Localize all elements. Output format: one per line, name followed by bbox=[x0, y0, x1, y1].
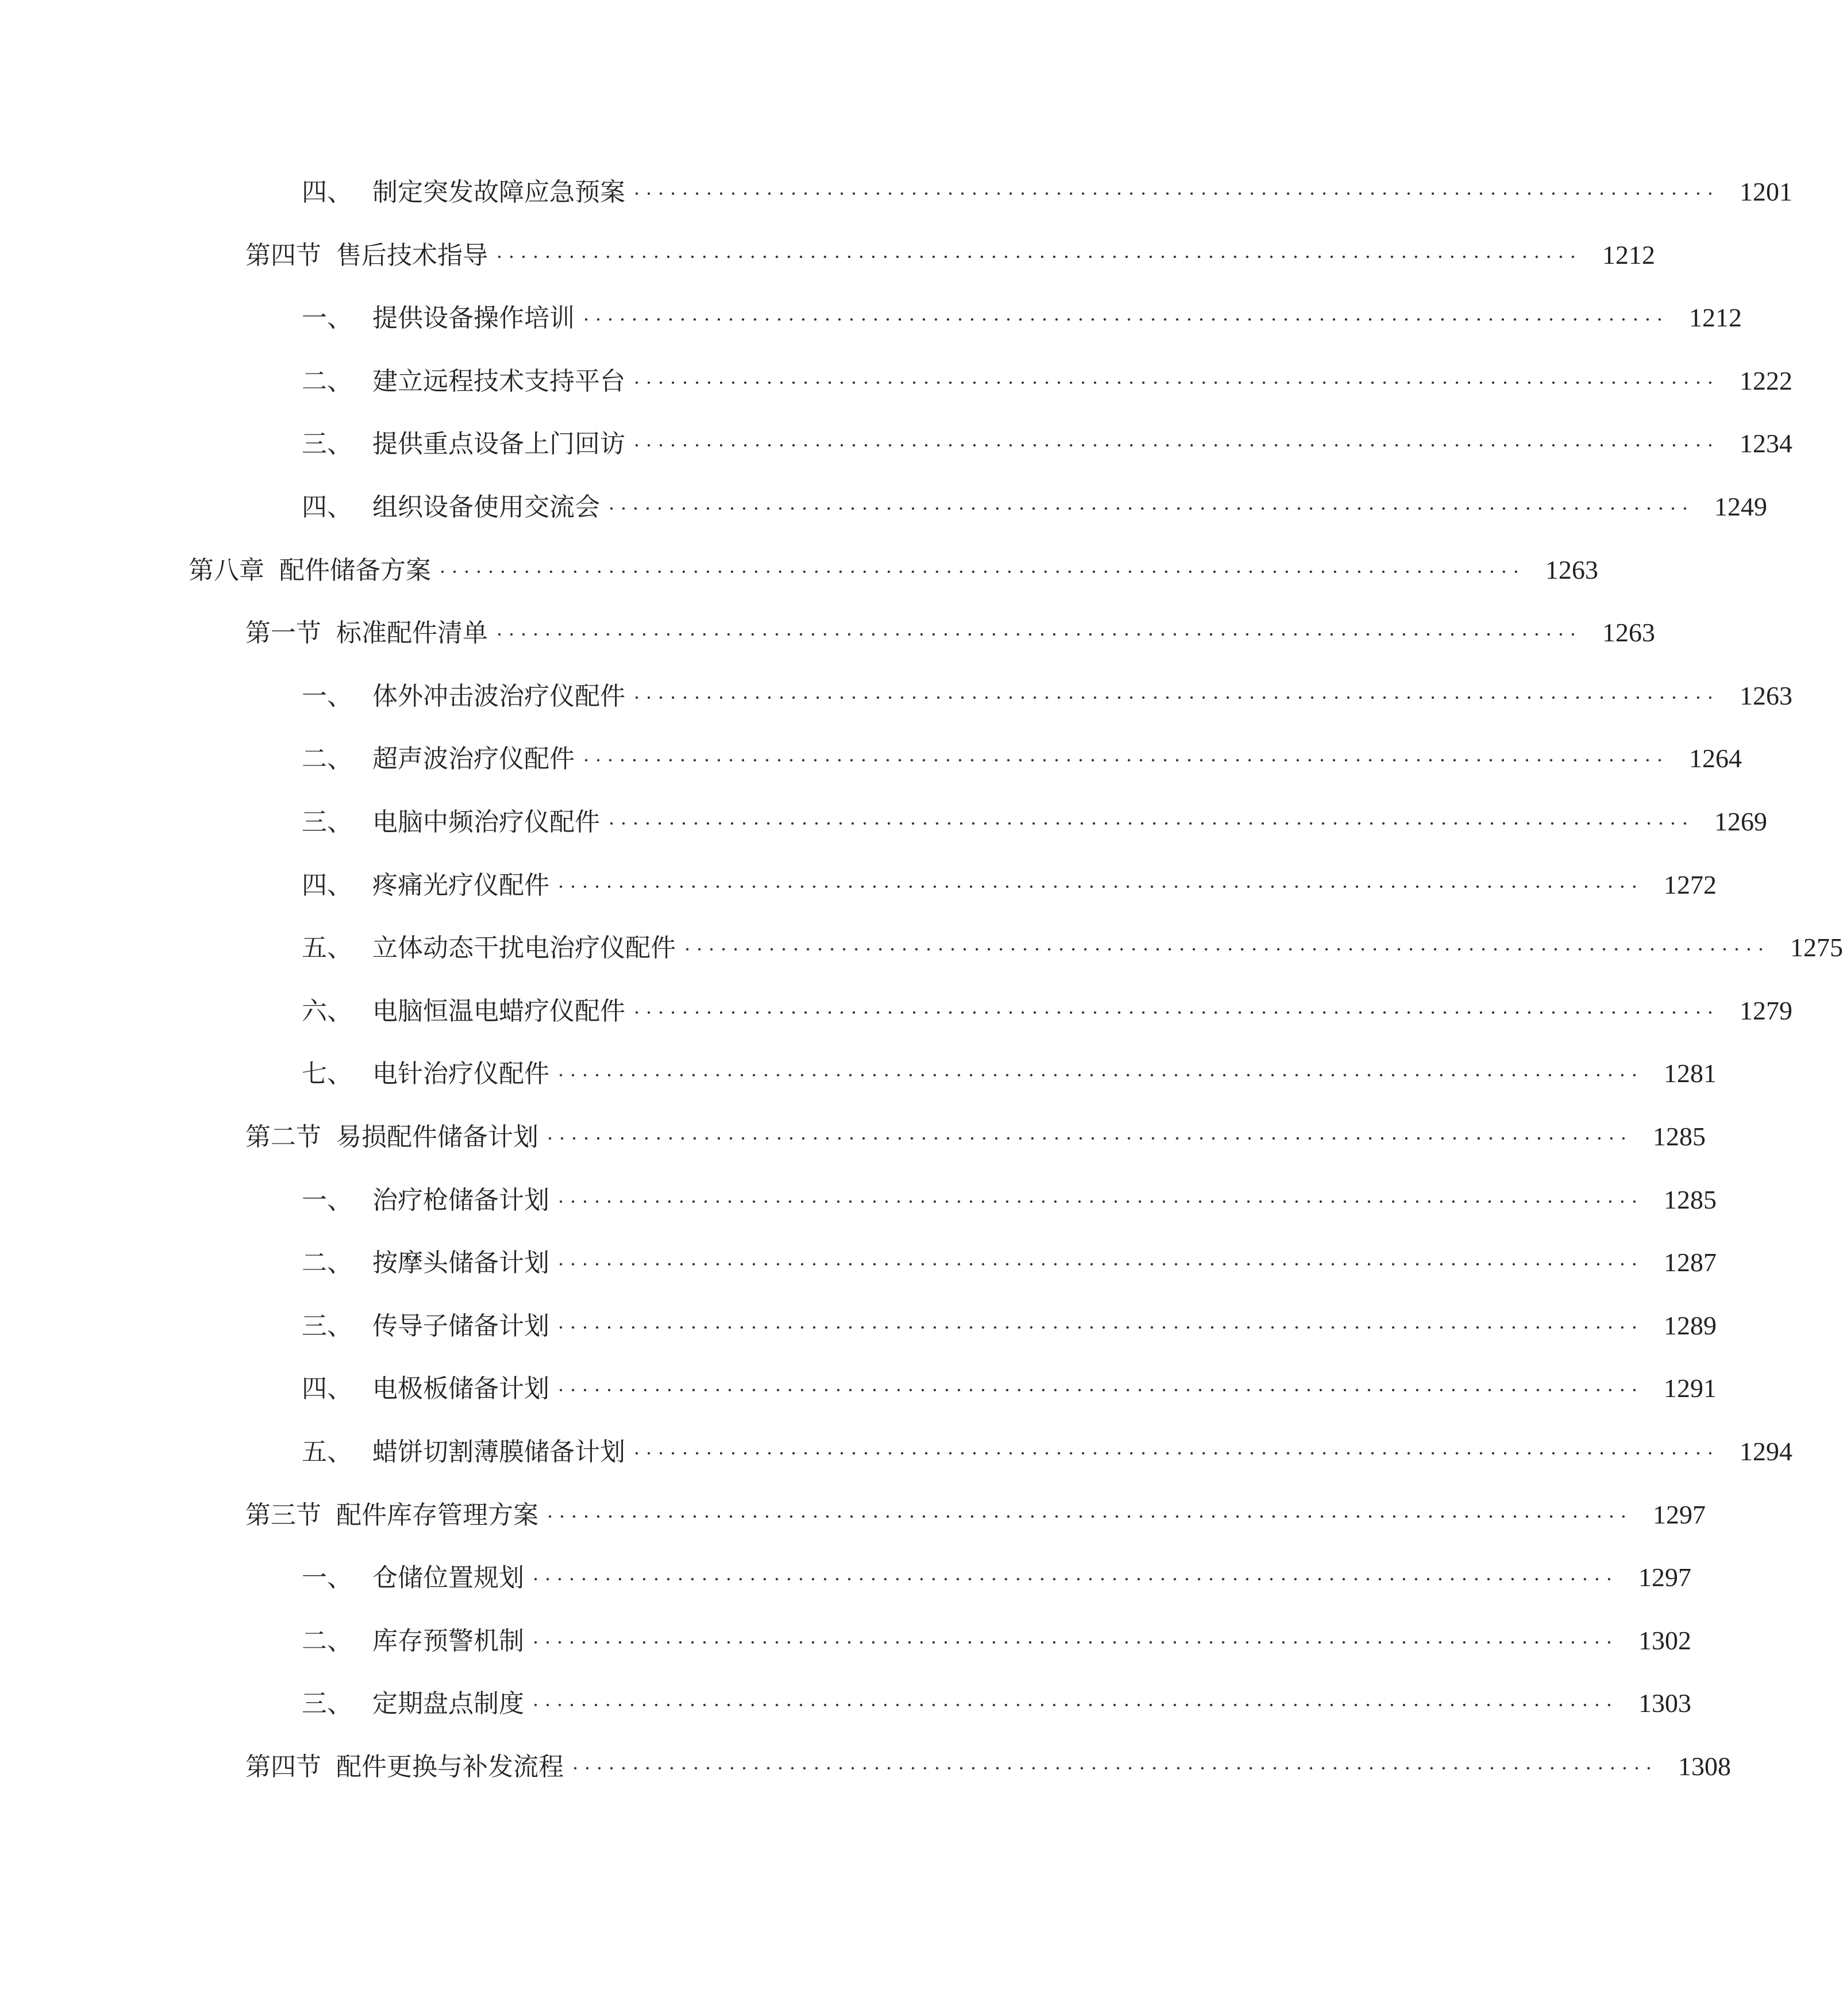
toc-entry-page-number: 1263 bbox=[1739, 681, 1792, 710]
dot-leader: ·························································································· bbox=[633, 182, 1719, 205]
toc-entry-title: 电脑中频治疗仪配件 bbox=[372, 807, 600, 837]
toc-entry[interactable] bbox=[302, 1051, 1717, 1097]
toc-entry-title: 制定突发故障应急预案 bbox=[372, 178, 625, 207]
toc-entry-number: 第一节 bbox=[245, 618, 321, 648]
toc-entry-title: 提供设备操作培训 bbox=[372, 303, 575, 333]
toc-entry-number: 三、 bbox=[302, 1689, 352, 1718]
toc-entry-title: 标准配件清单 bbox=[336, 618, 488, 648]
dot-leader: ·························································································· bbox=[557, 875, 1643, 898]
toc-entry-title: 体外冲击波治疗仪配件 bbox=[372, 682, 625, 711]
toc-entry-page-number: 1234 bbox=[1739, 429, 1792, 458]
toc-entry-page-number: 1222 bbox=[1739, 366, 1792, 395]
toc-entry-page-number: 1294 bbox=[1739, 1437, 1792, 1466]
toc-entry-number: 三、 bbox=[302, 807, 352, 837]
toc-entry-title: 提供重点设备上门回访 bbox=[372, 429, 625, 459]
toc-entry-title: 仓储位置规划 bbox=[372, 1563, 524, 1592]
toc-entry-title: 易损配件储备计划 bbox=[336, 1122, 538, 1152]
toc-entry-title: 库存预警机制 bbox=[372, 1626, 524, 1656]
toc-entry[interactable] bbox=[245, 1114, 1706, 1160]
toc-entry[interactable] bbox=[302, 169, 1792, 215]
dot-leader: ·························································································· bbox=[557, 1253, 1643, 1276]
toc-entry[interactable] bbox=[188, 547, 1598, 593]
toc-entry-title: 配件库存管理方案 bbox=[336, 1501, 538, 1530]
toc-entry-title: 售后技术指导 bbox=[336, 241, 488, 270]
toc-entry-number: 第八章 bbox=[188, 556, 264, 585]
dot-leader: ·························································································· bbox=[608, 497, 1694, 520]
toc-entry-page-number: 1308 bbox=[1677, 1752, 1731, 1781]
toc-entry-number: 二、 bbox=[302, 744, 352, 774]
toc-entry[interactable] bbox=[302, 988, 1792, 1034]
toc-entry-title: 电针治疗仪配件 bbox=[372, 1059, 549, 1088]
dot-leader: ·························································································· bbox=[633, 1001, 1719, 1024]
toc-entry-number: 一、 bbox=[302, 682, 352, 711]
toc-entry-page-number: 1281 bbox=[1663, 1059, 1717, 1088]
toc-entry[interactable] bbox=[302, 673, 1792, 719]
toc-entry[interactable] bbox=[302, 862, 1717, 908]
toc-entry-title: 立体动态干扰电治疗仪配件 bbox=[372, 933, 676, 963]
toc-entry-page-number: 1279 bbox=[1739, 996, 1792, 1025]
toc-entry-page-number: 1285 bbox=[1652, 1122, 1706, 1151]
toc-entry[interactable] bbox=[302, 1555, 1691, 1601]
toc-entry-title: 定期盘点制度 bbox=[372, 1689, 524, 1718]
toc-entry-title: 组织设备使用交流会 bbox=[372, 493, 600, 522]
toc-entry-number: 四、 bbox=[302, 1374, 352, 1403]
dot-leader: ·························································································· bbox=[583, 749, 1668, 772]
toc-entry-page-number: 1297 bbox=[1638, 1563, 1691, 1592]
toc-entry[interactable] bbox=[245, 1744, 1731, 1790]
toc-entry-title: 蜡饼切割薄膜储备计划 bbox=[372, 1437, 625, 1467]
toc-entry-number: 二、 bbox=[302, 367, 352, 396]
dot-leader: ·························································································· bbox=[532, 1694, 1618, 1717]
toc-entry-page-number: 1275 bbox=[1790, 933, 1843, 962]
dot-leader: ·························································································· bbox=[633, 686, 1719, 709]
dot-leader: ·························································································· bbox=[633, 371, 1719, 394]
toc-entry-number: 七、 bbox=[302, 1059, 352, 1088]
toc-entry-page-number: 1201 bbox=[1739, 177, 1792, 206]
toc-entry-page-number: 1263 bbox=[1545, 555, 1598, 584]
toc-entry-number: 第四节 bbox=[245, 1752, 321, 1782]
toc-entry-page-number: 1272 bbox=[1663, 870, 1717, 899]
toc-entry[interactable] bbox=[302, 1177, 1717, 1223]
toc-entry[interactable] bbox=[302, 1429, 1792, 1475]
toc-entry[interactable] bbox=[302, 1680, 1691, 1726]
toc-entry[interactable] bbox=[245, 610, 1655, 656]
toc-entry-page-number: 1302 bbox=[1638, 1626, 1691, 1655]
toc-entry[interactable] bbox=[302, 1365, 1717, 1411]
toc-entry-number: 三、 bbox=[302, 1311, 352, 1341]
dot-leader: ·························································································· bbox=[583, 308, 1668, 331]
toc-entry-page-number: 1287 bbox=[1663, 1248, 1717, 1277]
toc-entry-number: 一、 bbox=[302, 1186, 352, 1215]
toc-entry-number: 五、 bbox=[302, 933, 352, 963]
toc-entry[interactable] bbox=[302, 484, 1767, 530]
dot-leader: ·························································································· bbox=[557, 1190, 1643, 1213]
dot-leader: ·························································································· bbox=[496, 245, 1582, 268]
toc-entry-page-number: 1264 bbox=[1688, 744, 1742, 773]
toc-entry-title: 电极板储备计划 bbox=[372, 1374, 549, 1403]
toc-entry[interactable] bbox=[302, 358, 1792, 404]
toc-entry-page-number: 1289 bbox=[1663, 1311, 1717, 1340]
dot-leader: ·························································································· bbox=[532, 1631, 1618, 1654]
toc-entry-page-number: 1263 bbox=[1602, 618, 1655, 647]
toc-entry-page-number: 1269 bbox=[1714, 807, 1767, 836]
dot-leader: ·························································································· bbox=[557, 1064, 1643, 1087]
toc-entry[interactable] bbox=[302, 1303, 1717, 1349]
toc-entry-title: 配件更换与补发流程 bbox=[336, 1752, 564, 1782]
toc-entry[interactable] bbox=[302, 421, 1792, 467]
toc-entry-number: 三、 bbox=[302, 429, 352, 459]
toc-entry-title: 按摩头储备计划 bbox=[372, 1248, 549, 1278]
toc-entry-title: 电脑恒温电蜡疗仪配件 bbox=[372, 997, 625, 1026]
toc-entry-page-number: 1212 bbox=[1602, 240, 1655, 270]
toc-entry[interactable] bbox=[302, 799, 1767, 845]
toc-entry-title: 建立远程技术支持平台 bbox=[372, 367, 625, 396]
toc-entry-number: 二、 bbox=[302, 1248, 352, 1278]
toc-entry-title: 配件储备方案 bbox=[279, 556, 431, 585]
toc-entry-number: 一、 bbox=[302, 1563, 352, 1592]
toc-entry-number: 第二节 bbox=[245, 1122, 321, 1152]
toc-entry[interactable] bbox=[245, 232, 1655, 278]
dot-leader: ·························································································· bbox=[532, 1568, 1618, 1591]
dot-leader: ·························································································· bbox=[557, 1316, 1643, 1339]
toc-entry-page-number: 1297 bbox=[1652, 1500, 1706, 1529]
toc-entry-number: 第四节 bbox=[245, 241, 321, 270]
dot-leader: ·························································································· bbox=[496, 623, 1582, 646]
toc-entry-title: 超声波治疗仪配件 bbox=[372, 744, 575, 774]
dot-leader: ·························································································· bbox=[547, 1505, 1632, 1528]
dot-leader: ·························································································· bbox=[439, 560, 1525, 583]
toc-entry-number: 二、 bbox=[302, 1626, 352, 1656]
dot-leader: ·························································································· bbox=[547, 1127, 1632, 1150]
toc-entry[interactable] bbox=[302, 1618, 1691, 1664]
toc-entry[interactable] bbox=[245, 1492, 1706, 1538]
dot-leader: ·························································································· bbox=[557, 1379, 1643, 1402]
toc-entry-number: 一、 bbox=[302, 303, 352, 333]
dot-leader: ·························································································· bbox=[684, 938, 1769, 961]
toc-entry-title: 传导子储备计划 bbox=[372, 1311, 549, 1341]
toc-entry-page-number: 1249 bbox=[1714, 492, 1767, 521]
toc-entry-title: 疼痛光疗仪配件 bbox=[372, 871, 549, 900]
toc-entry-number: 五、 bbox=[302, 1437, 352, 1467]
toc-entry-page-number: 1291 bbox=[1663, 1374, 1717, 1403]
dot-leader: ·························································································· bbox=[633, 434, 1719, 457]
toc-entry[interactable] bbox=[302, 736, 1742, 782]
toc-entry-number: 四、 bbox=[302, 493, 352, 522]
dot-leader: ·························································································· bbox=[572, 1757, 1657, 1780]
toc-entry-number: 四、 bbox=[302, 178, 352, 207]
toc-entry[interactable] bbox=[302, 1240, 1717, 1286]
toc-entry-page-number: 1285 bbox=[1663, 1185, 1717, 1214]
toc-entry-number: 六、 bbox=[302, 997, 352, 1026]
toc-entry-number: 四、 bbox=[302, 871, 352, 900]
toc-entry-page-number: 1303 bbox=[1638, 1688, 1691, 1718]
dot-leader: ·························································································· bbox=[633, 1442, 1719, 1465]
toc-entry-title: 治疗枪储备计划 bbox=[372, 1186, 549, 1215]
toc-entry[interactable] bbox=[302, 295, 1742, 341]
toc-entry[interactable] bbox=[302, 925, 1843, 971]
toc-entry-number: 第三节 bbox=[245, 1501, 321, 1530]
dot-leader: ·························································································· bbox=[608, 812, 1694, 835]
toc-entry-page-number: 1212 bbox=[1688, 303, 1742, 332]
